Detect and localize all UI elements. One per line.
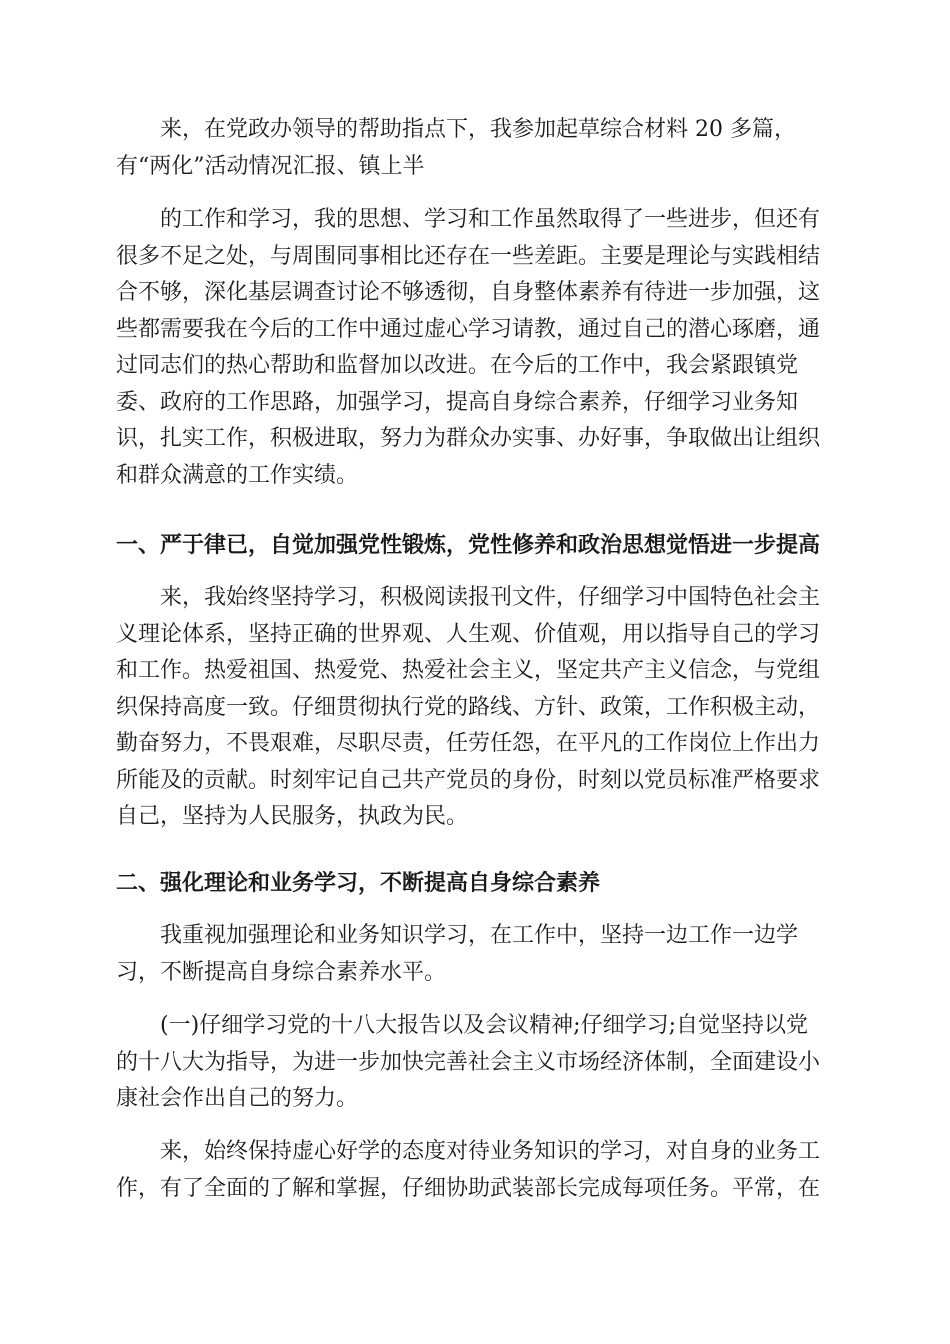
text-line: 康社会作出自己的努力。 <box>116 1086 359 1111</box>
text-line: 来，始终保持虚心好学的态度对待业务知识的学习，对自身的业务工 <box>160 1139 821 1164</box>
paragraph-6 <box>116 1134 830 1207</box>
text-line: 习，不断提高自身综合素养水平。 <box>116 959 447 985</box>
text-line: 织保持高度一致。仔细贯彻执行党的路线、方针、政策，工作积极主动， <box>116 694 821 720</box>
text-line: 有“两化”活动情况汇报、镇上半 <box>116 153 425 179</box>
text-line: 自己，坚持为人民服务，执政为民。 <box>116 804 469 829</box>
text-line: 我重视加强理论和业务知识学习，在工作中，坚持一边工作一边学 <box>160 923 799 948</box>
text-line: 义理论体系，坚持正确的世界观、人生观、价值观，用以指导自己的学习 <box>116 621 821 647</box>
text-line: 识，扎实工作，积极进取，努力为群众办实事、办好事，争取做出让组织 <box>116 426 821 451</box>
text-line: 和群众满意的工作实绩。 <box>116 462 359 488</box>
text-line: 的工作和学习，我的思想、学习和工作虽然取得了一些进步，但还有 <box>160 207 821 232</box>
text-line: 合不够，深化基层调查讨论不够透彻，自身整体素养有待进一步加强，这 <box>116 280 821 305</box>
text-line: 来，我始终坚持学习，积极阅读报刊文件，仔细学习中国特色社会主 <box>160 585 821 610</box>
paragraph-1 <box>116 112 830 185</box>
text-line: 勤奋努力，不畏艰难，尽职尽责，任劳任怨，在平凡的工作岗位上作出力 <box>116 731 821 756</box>
text-line: 些都需要我在今后的工作中通过虚心学习请教，通过自己的潜心琢磨，通 <box>116 316 821 342</box>
section-heading-1: 一、严于律已，自觉加强党性锻炼，党性修养和政治思想觉悟进一步提高 <box>116 533 821 558</box>
section-heading-2: 二、强化理论和业务学习，不断提高自身综合素养 <box>116 871 601 896</box>
paragraph-4 <box>116 918 830 991</box>
text-line: 和工作。热爱祖国、热爱党、热爱社会主义，坚定共产主义信念，与党组 <box>116 658 821 683</box>
text-line: 委、政府的工作思路，加强学习，提高自身综合素养，仔细学习业务知 <box>116 389 799 415</box>
text-line: 所能及的贡献。时刻牢记自己共产党员的身份，时刻以党员标准严格要求 <box>116 767 821 793</box>
text-line: 来，在党政办领导的帮助指点下，我参加起草综合材料 20 多篇， <box>160 117 796 142</box>
text-line: 作，有了全面的了解和掌握，仔细协助武装部长完成每项任务。平常，在 <box>116 1175 821 1201</box>
text-line: 过同志们的热心帮助和监督加以改进。在今后的工作中，我会紧跟镇党 <box>116 353 799 378</box>
paragraph-5 <box>116 1008 830 1118</box>
text-line: 很多不足之处，与周围同事相比还存在一些差距。主要是理论与实践相结 <box>116 243 821 269</box>
text-line: (一)仔细学习党的十八大报告以及会议精神;仔细学习;自觉坚持以党 <box>160 1013 808 1038</box>
paragraph-3 <box>116 580 830 836</box>
text-line: 的十八大为指导，为进一步加快完善社会主义市场经济体制，全面建设小 <box>116 1049 821 1075</box>
paragraph-2 <box>116 202 830 494</box>
